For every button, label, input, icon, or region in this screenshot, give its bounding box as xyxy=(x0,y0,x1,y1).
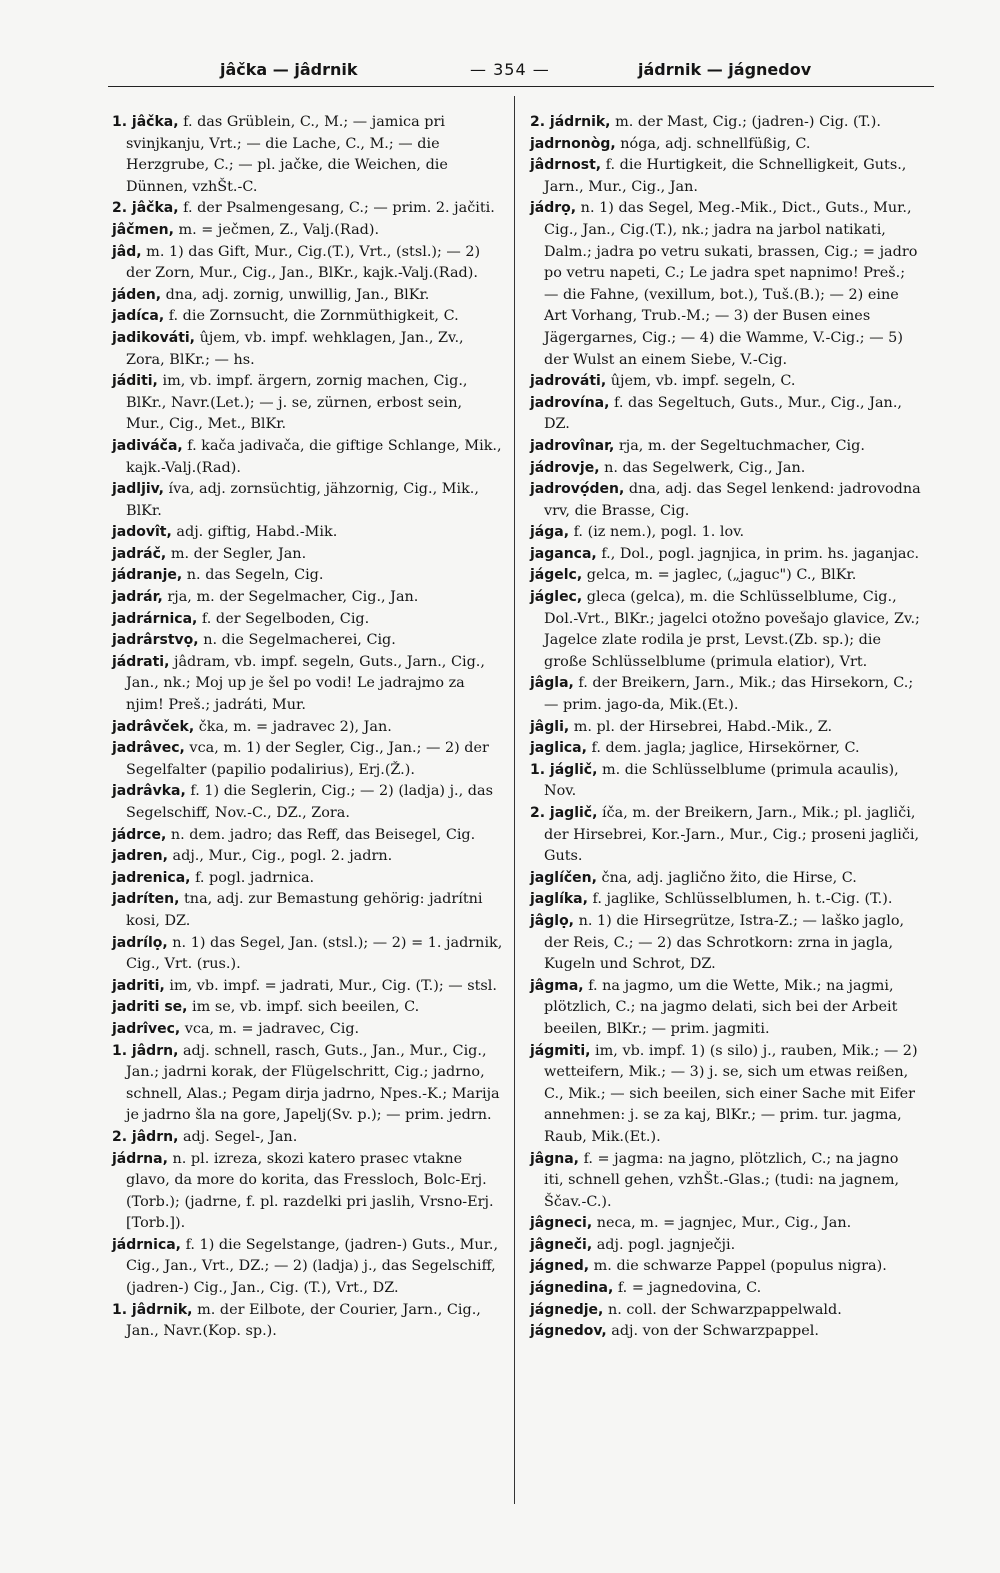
entry-text: adj. Segel-, Jan. xyxy=(178,1128,298,1145)
headword: jága, xyxy=(530,524,570,541)
headword: jaglica, xyxy=(530,740,587,757)
dictionary-entry xyxy=(530,673,922,716)
entry-text: ûjem, vb. impf. segeln, C. xyxy=(606,373,796,390)
headword: jadrár, xyxy=(112,589,163,606)
dictionary-entry xyxy=(530,738,922,760)
dictionary-entry xyxy=(530,198,922,371)
dictionary-entry xyxy=(112,997,504,1019)
headword: jadriti se, xyxy=(112,999,188,1016)
headword: jadrováti, xyxy=(530,373,607,390)
headword: jadrâvka, xyxy=(112,783,186,800)
entry-text: f. das Grüblein, C., M.; — jamica pri svinjkanju, Vrt.; — die Lache, C., M.; — die Herzgrube, C.; — pl. jačke, die Weichen, die Dünnen, vzhŠt.-C. xyxy=(126,114,448,195)
headword: jadovît, xyxy=(112,524,172,541)
dictionary-entry xyxy=(112,285,504,307)
entry-text: n. 1) das Segel, Meg.-Mik., Dict., Guts., Mur., Cig., Jan., Cig.(T.), nk.; jadra na jarbol natikati, Dalm.; jadra po vetru sukati, brassen, Cig.; = jadro po vetru napeti, C.; Le jadra spet napnimo! Preš.; — die Fahne, (vexillum, bot.), Tuš.(B.); — 2) eine Art Vorhang, Trub.-M.; — 3) der Busen eines Jägergarnes, Cig.; — 4) die Wamme, V.-Cig.; — 5) der Wulst an einem Siebe, V.-Cig. xyxy=(544,200,918,368)
page-number: — 354 — xyxy=(470,60,550,79)
entry-text: m. der Eilbote, der Courier, Jarn., Cig., Jan., Navr.(Kop. sp.). xyxy=(126,1301,481,1340)
dictionary-entry xyxy=(112,652,504,717)
headword: jâgma, xyxy=(530,977,584,994)
entry-text: neca, m. = jagnjec, Mur., Cig., Jan. xyxy=(592,1215,852,1232)
entry-text: m. = ječmen, Z., Valj.(Rad). xyxy=(173,221,380,238)
dictionary-entry xyxy=(112,479,504,522)
headword: jádrnica, xyxy=(112,1236,182,1253)
entry-text: gleca (gelca), m. die Schlüsselblume, Cig., Dol.-Vrt., BlKr.; jagelci otožno povešajo glavice, Zv.; Jagelce zlate rodila je prst, Levst.(Zb. sp.); die große Schlüsselblume (primula elatior), Vrt. xyxy=(544,589,920,670)
headword: jaglíčen, xyxy=(530,869,597,886)
dictionary-entry xyxy=(112,781,504,824)
entry-text: íča, m. der Breikern, Jarn., Mik.; pl. jagliči, der Hirsebrei, Kor.-Jarn., Mur., Cig.; proseni jagliči, Guts. xyxy=(544,805,920,865)
dictionary-entry xyxy=(530,112,922,134)
entry-text: f. das Segeltuch, Guts., Mur., Cig., Jan., DZ. xyxy=(544,394,902,433)
entry-text: f. kača jadivača, die giftige Schlange, Mik., kajk.-Valj.(Rad). xyxy=(126,437,502,476)
headword: jadrîvec, xyxy=(112,1020,181,1037)
dictionary-entry xyxy=(112,306,504,328)
entry-text: m. der Mast, Cig.; (jadren-) Cig. (T.). xyxy=(610,114,881,130)
dictionary-entry xyxy=(112,220,504,242)
headword: jáden, xyxy=(112,286,162,303)
entry-text: f. = jagnedovina, C. xyxy=(613,1280,762,1297)
dictionary-entry xyxy=(112,544,504,566)
entry-text: jâdram, vb. impf. segeln, Guts., Jarn., Cig., Jan., nk.; Moj up je šel po vodi! Le jadrajmo za njim! Preš.; jadráti, Mur. xyxy=(126,653,485,714)
entry-text: rja, m. der Segelmacher, Cig., Jan. xyxy=(162,589,419,606)
entry-text: n. die Segelmacherei, Cig. xyxy=(198,632,396,649)
headword: jadrárnica, xyxy=(112,610,198,627)
dictionary-entry xyxy=(530,393,922,436)
dictionary-entry xyxy=(530,717,922,739)
headword: jâgli, xyxy=(530,718,570,735)
entry-text: tna, adj. zur Bemastung gehörig: jadrítni kosi, DZ. xyxy=(126,891,483,929)
dictionary-entry xyxy=(530,1213,922,1235)
entry-text: m. der Segler, Jan. xyxy=(166,545,307,562)
dictionary-entry xyxy=(112,328,504,371)
entry-text: adj. pogl. jagnječji. xyxy=(592,1236,736,1253)
entry-text: gelca, m. = jaglec, („jaguc") C., BlKr. xyxy=(582,567,857,584)
entry-text: adj., Mur., Cig., pogl. 2. jadrn. xyxy=(167,848,393,865)
headword: jadljiv, xyxy=(112,481,164,498)
running-head xyxy=(0,60,1000,86)
headword: jadriti, xyxy=(112,977,165,994)
headword: 1. jáglič, xyxy=(530,761,598,778)
headword: 1. jâdrn, xyxy=(112,1042,179,1059)
dictionary-entry xyxy=(530,760,922,803)
dictionary-entry xyxy=(112,371,504,436)
headword: 2. jâčka, xyxy=(112,200,179,217)
dictionary-entry xyxy=(530,911,922,976)
headword: jaglíka, xyxy=(530,891,588,908)
entry-text: m. die schwarze Pappel (populus nigra). xyxy=(589,1258,887,1275)
headword: jâgla, xyxy=(530,675,574,692)
dictionary-entry xyxy=(112,868,504,890)
dictionary-entry xyxy=(530,458,922,480)
dictionary-entry xyxy=(112,198,504,220)
headword: jadrovọ́den, xyxy=(530,481,625,498)
dictionary-entry xyxy=(112,933,504,976)
entry-text: m. die Schlüsselblume (primula acaulis), Nov. xyxy=(544,761,899,800)
entry-text: f. jaglike, Schlüsselblumen, h. t.-Cig. (T.). xyxy=(587,891,893,908)
entry-text: nóga, adj. schnellfüßig, C. xyxy=(615,135,811,152)
entry-text: f. 1) die Seglerin, Cig.; — 2) (ladja) j., das Segelschiff, Nov.-C., DZ., Zora. xyxy=(126,783,493,821)
entry-text: f. der Psalmengesang, C.; — prim. 2. jačiti. xyxy=(178,200,495,217)
headword: jádrna, xyxy=(112,1150,168,1167)
entry-text: n. das Segeln, Cig. xyxy=(182,567,324,584)
entry-text: f. (iz nem.), pogl. 1. lov. xyxy=(569,524,745,541)
entry-text: vca, m. = jadravec, Cig. xyxy=(180,1020,360,1037)
dictionary-entry xyxy=(530,803,922,868)
dictionary-entry xyxy=(530,565,922,587)
headword: jâgneci, xyxy=(530,1215,593,1232)
dictionary-entry xyxy=(112,1019,504,1041)
dictionary-entry xyxy=(112,112,504,198)
headword: jádrovje, xyxy=(530,459,600,476)
headword: jâgna, xyxy=(530,1150,579,1167)
dictionary-entry xyxy=(530,1300,922,1322)
dictionary-entry xyxy=(112,565,504,587)
headword: jágnedov, xyxy=(530,1323,607,1340)
entry-text: f. der Breikern, Jarn., Mik.; das Hirsekorn, C.; — prim. jago-da, Mik.(Et.). xyxy=(544,675,914,714)
dictionary-entry xyxy=(530,1256,922,1278)
dictionary-entry xyxy=(530,1149,922,1214)
dictionary-entry xyxy=(530,155,922,198)
headword: jadrenica, xyxy=(112,869,191,886)
entry-text: adj. schnell, rasch, Guts., Jan., Mur., Cig., Jan.; jadrni korak, der Flügelschritt, Cig.; jadrno, schnell, Alas.; Pegam dirja jadrno, Npes.-K.; Marija je jadrno šla na gore, Japelj(Sv. p.); — prim. jedrn. xyxy=(126,1042,500,1124)
entry-text: m. pl. der Hirsebrei, Habd.-Mik., Z. xyxy=(569,718,833,735)
headword: jâglọ, xyxy=(530,912,575,929)
headword: jâdrnost, xyxy=(530,157,602,174)
headword: jadrnonòg, xyxy=(530,135,616,152)
dictionary-entry xyxy=(530,522,922,544)
headword: jágelc, xyxy=(530,567,583,584)
headword: jágned, xyxy=(530,1258,590,1275)
dictionary-entry xyxy=(112,522,504,544)
headword: jaganca, xyxy=(530,545,597,562)
entry-text: vca, m. 1) der Segler, Cig., Jan.; — 2) der Segelfalter (papilio podalirius), Erj.(Ž.). xyxy=(126,740,489,778)
entry-text: dna, adj. zornig, unwillig, Jan., BlKr. xyxy=(161,286,430,303)
headword: 2. jâdrn, xyxy=(112,1128,179,1145)
dictionary-entry xyxy=(530,436,922,458)
headword: jádrọ, xyxy=(530,200,577,217)
entry-text: n. coll. der Schwarzpappelwald. xyxy=(603,1301,842,1318)
headword: 1. jâdrnik, xyxy=(112,1301,193,1318)
entry-text: f. 1) die Segelstange, (jadren-) Guts., Mur., Cig., Jan., Vrt., DZ.; — 2) (ladja) j., das Segelschiff, (jadren-) Cig., Jan., Cig. (T.), Vrt., DZ. xyxy=(126,1236,499,1297)
header-left-guide-words: jâčka — jâdrnik xyxy=(220,60,358,79)
headword: jadríten, xyxy=(112,891,180,908)
dictionary-entry xyxy=(112,587,504,609)
headword: jadren, xyxy=(112,848,168,865)
entry-text: f. der Segelboden, Cig. xyxy=(197,610,370,627)
entry-text: íva, adj. zornsüchtig, jähzornig, Cig., Mik., BlKr. xyxy=(126,481,479,519)
left-column xyxy=(112,112,504,1343)
right-column xyxy=(530,112,922,1343)
dictionary-entry xyxy=(112,889,504,932)
headword: jádranje, xyxy=(112,567,183,584)
entry-text: f. = jagma: na jagno, plötzlich, C.; na jagno iti, schnell gehen, vzhŠt.-Glas.; (tudi: na jagnem, Ščav.-C.). xyxy=(544,1150,900,1210)
headword: jágmiti, xyxy=(530,1042,591,1059)
entry-text: im, vb. impf. ärgern, zornig machen, Cig., BlKr., Navr.(Let.); — j. se, zürnen, erbost sein, Mur., Cig., Met., BlKr. xyxy=(126,373,468,433)
entry-text: ûjem, vb. impf. wehklagen, Jan., Zv., Zora, BlKr.; — hs. xyxy=(126,329,464,368)
headword: jâčmen, xyxy=(112,221,174,238)
headword: jadrovînar, xyxy=(530,437,615,454)
entry-text: f. pogl. jadrnica. xyxy=(190,869,315,886)
entry-text: f. die Zornsucht, die Zornmüthigkeit, C. xyxy=(164,308,459,325)
dictionary-entry xyxy=(112,1235,504,1300)
headword: jadíca, xyxy=(112,308,165,325)
headword: jâgneči, xyxy=(530,1236,593,1253)
dictionary-entry xyxy=(112,738,504,781)
column-divider xyxy=(514,96,515,1504)
dictionary-entry xyxy=(530,1235,922,1257)
dictionary-entry xyxy=(530,134,922,156)
headword: jáglec, xyxy=(530,589,583,606)
dictionary-entry xyxy=(112,717,504,739)
headword: 1. jâčka, xyxy=(112,114,179,130)
headword: jágnedina, xyxy=(530,1280,614,1297)
dictionary-entry xyxy=(530,889,922,911)
entry-text: m. 1) das Gift, Mur., Cig.(T.), Vrt., (stsl.); — 2) der Zorn, Mur., Cig., Jan., BlKr., kajk.-Valj.(Rad). xyxy=(126,243,481,282)
entry-text: n. 1) das Segel, Jan. (stsl.); — 2) = 1. jadrnik, Cig., Vrt. (rus.). xyxy=(126,934,503,973)
header-rule xyxy=(108,86,934,87)
entry-text: n. 1) die Hirsegrütze, Istra-Z.; — laško jaglo, der Reis, C.; — 2) das Schrotkorn: zrna in jagla, Kugeln und Schrot, DZ. xyxy=(544,912,905,973)
dictionary-entry xyxy=(112,609,504,631)
headword: jádrce, xyxy=(112,826,167,843)
header-right-guide-words: jádrnik — jágnedov xyxy=(638,60,812,79)
headword: jádrati, xyxy=(112,653,170,670)
dictionary-entry xyxy=(530,479,922,522)
headword: jadrârstvọ, xyxy=(112,632,199,649)
headword: jáditi, xyxy=(112,373,158,390)
headword: 2. jádrnik, xyxy=(530,114,611,130)
dictionary-entry xyxy=(530,868,922,890)
entry-text: im se, vb. impf. sich beeilen, C. xyxy=(187,999,420,1016)
headword: jadikováti, xyxy=(112,329,196,346)
dictionary-entry xyxy=(112,436,504,479)
entry-text: adj. giftig, Habd.-Mik. xyxy=(171,524,338,541)
dictionary-entry xyxy=(112,1127,504,1149)
entry-text: n. pl. izreza, skozi katero prasec vtakne glavo, da more do korita, das Fressloch, Bolc-Erj.(Torb.); (jadrne, f. pl. razdelki pri jaslih, Vrsno-Erj.[Torb.]). xyxy=(126,1150,494,1232)
dictionary-entry xyxy=(530,1321,922,1343)
entry-text: rja, m. der Segeltuchmacher, Cig. xyxy=(614,437,865,454)
entry-text: čka, m. = jadravec 2), Jan. xyxy=(194,718,392,735)
entry-text: n. das Segelwerk, Cig., Jan. xyxy=(599,459,806,476)
headword: jadrâvček, xyxy=(112,718,195,735)
dictionary-entry xyxy=(112,846,504,868)
dictionary-entry xyxy=(112,1300,504,1343)
headword: jágnedje, xyxy=(530,1301,604,1318)
entry-text: čna, adj. jaglično žito, die Hirse, C. xyxy=(596,869,857,886)
headword: jadrâvec, xyxy=(112,740,185,757)
dictionary-entry xyxy=(530,544,922,566)
dictionary-entry xyxy=(530,1278,922,1300)
dictionary-entry xyxy=(112,242,504,285)
headword: jadráč, xyxy=(112,545,167,562)
dictionary-entry xyxy=(112,630,504,652)
headword: jâd, xyxy=(112,243,142,260)
headword: jadrovína, xyxy=(530,394,610,411)
dictionary-entry xyxy=(112,825,504,847)
headword: 2. jaglič, xyxy=(530,805,598,821)
dictionary-entry xyxy=(112,1041,504,1127)
dictionary-entry xyxy=(530,976,922,1041)
entry-text: f., Dol., pogl. jagnjica, in prim. hs. jaganjac. xyxy=(596,545,920,562)
dictionary-entry xyxy=(530,371,922,393)
dictionary-entry xyxy=(112,976,504,998)
entry-text: im, vb. impf. 1) (s silo) j., rauben, Mik.; — 2) wetteifern, Mik.; — 3) j. se, sich um etwas reißen, C., Mik.; — sich beeilen, sich einer Sache mit Eifer annehmen: j. se za kaj, BlKr.; — prim. tur. jagma, Raub, Mik.(Et.). xyxy=(544,1042,918,1145)
dictionary-entry xyxy=(530,1041,922,1149)
headword: jadrílọ, xyxy=(112,934,168,951)
entry-text: f. dem. jagla; jaglice, Hirsekörner, C. xyxy=(586,740,860,757)
entry-text: f. na jagmo, um die Wette, Mik.; na jagmi, plötzlich, C.; na jagmo delati, sich bei der Arbeit beeilen, BlKr.; — prim. jagmiti. xyxy=(544,977,898,1037)
entry-text: im, vb. impf. = jadrati, Mur., Cig. (T.); — stsl. xyxy=(164,977,497,994)
dictionary-entry xyxy=(112,1149,504,1235)
dictionary-entry xyxy=(530,587,922,673)
entry-text: adj. von der Schwarzpappel. xyxy=(606,1323,819,1340)
entry-text: dna, adj. das Segel lenkend: jadrovodna vrv, die Brasse, Cig. xyxy=(544,481,921,519)
entry-text: n. dem. jadro; das Reff, das Beisegel, Cig. xyxy=(166,826,476,843)
entry-text: f. die Hurtigkeit, die Schnelligkeit, Guts., Jarn., Mur., Cig., Jan. xyxy=(544,157,907,195)
headword: jadiváča, xyxy=(112,437,183,454)
